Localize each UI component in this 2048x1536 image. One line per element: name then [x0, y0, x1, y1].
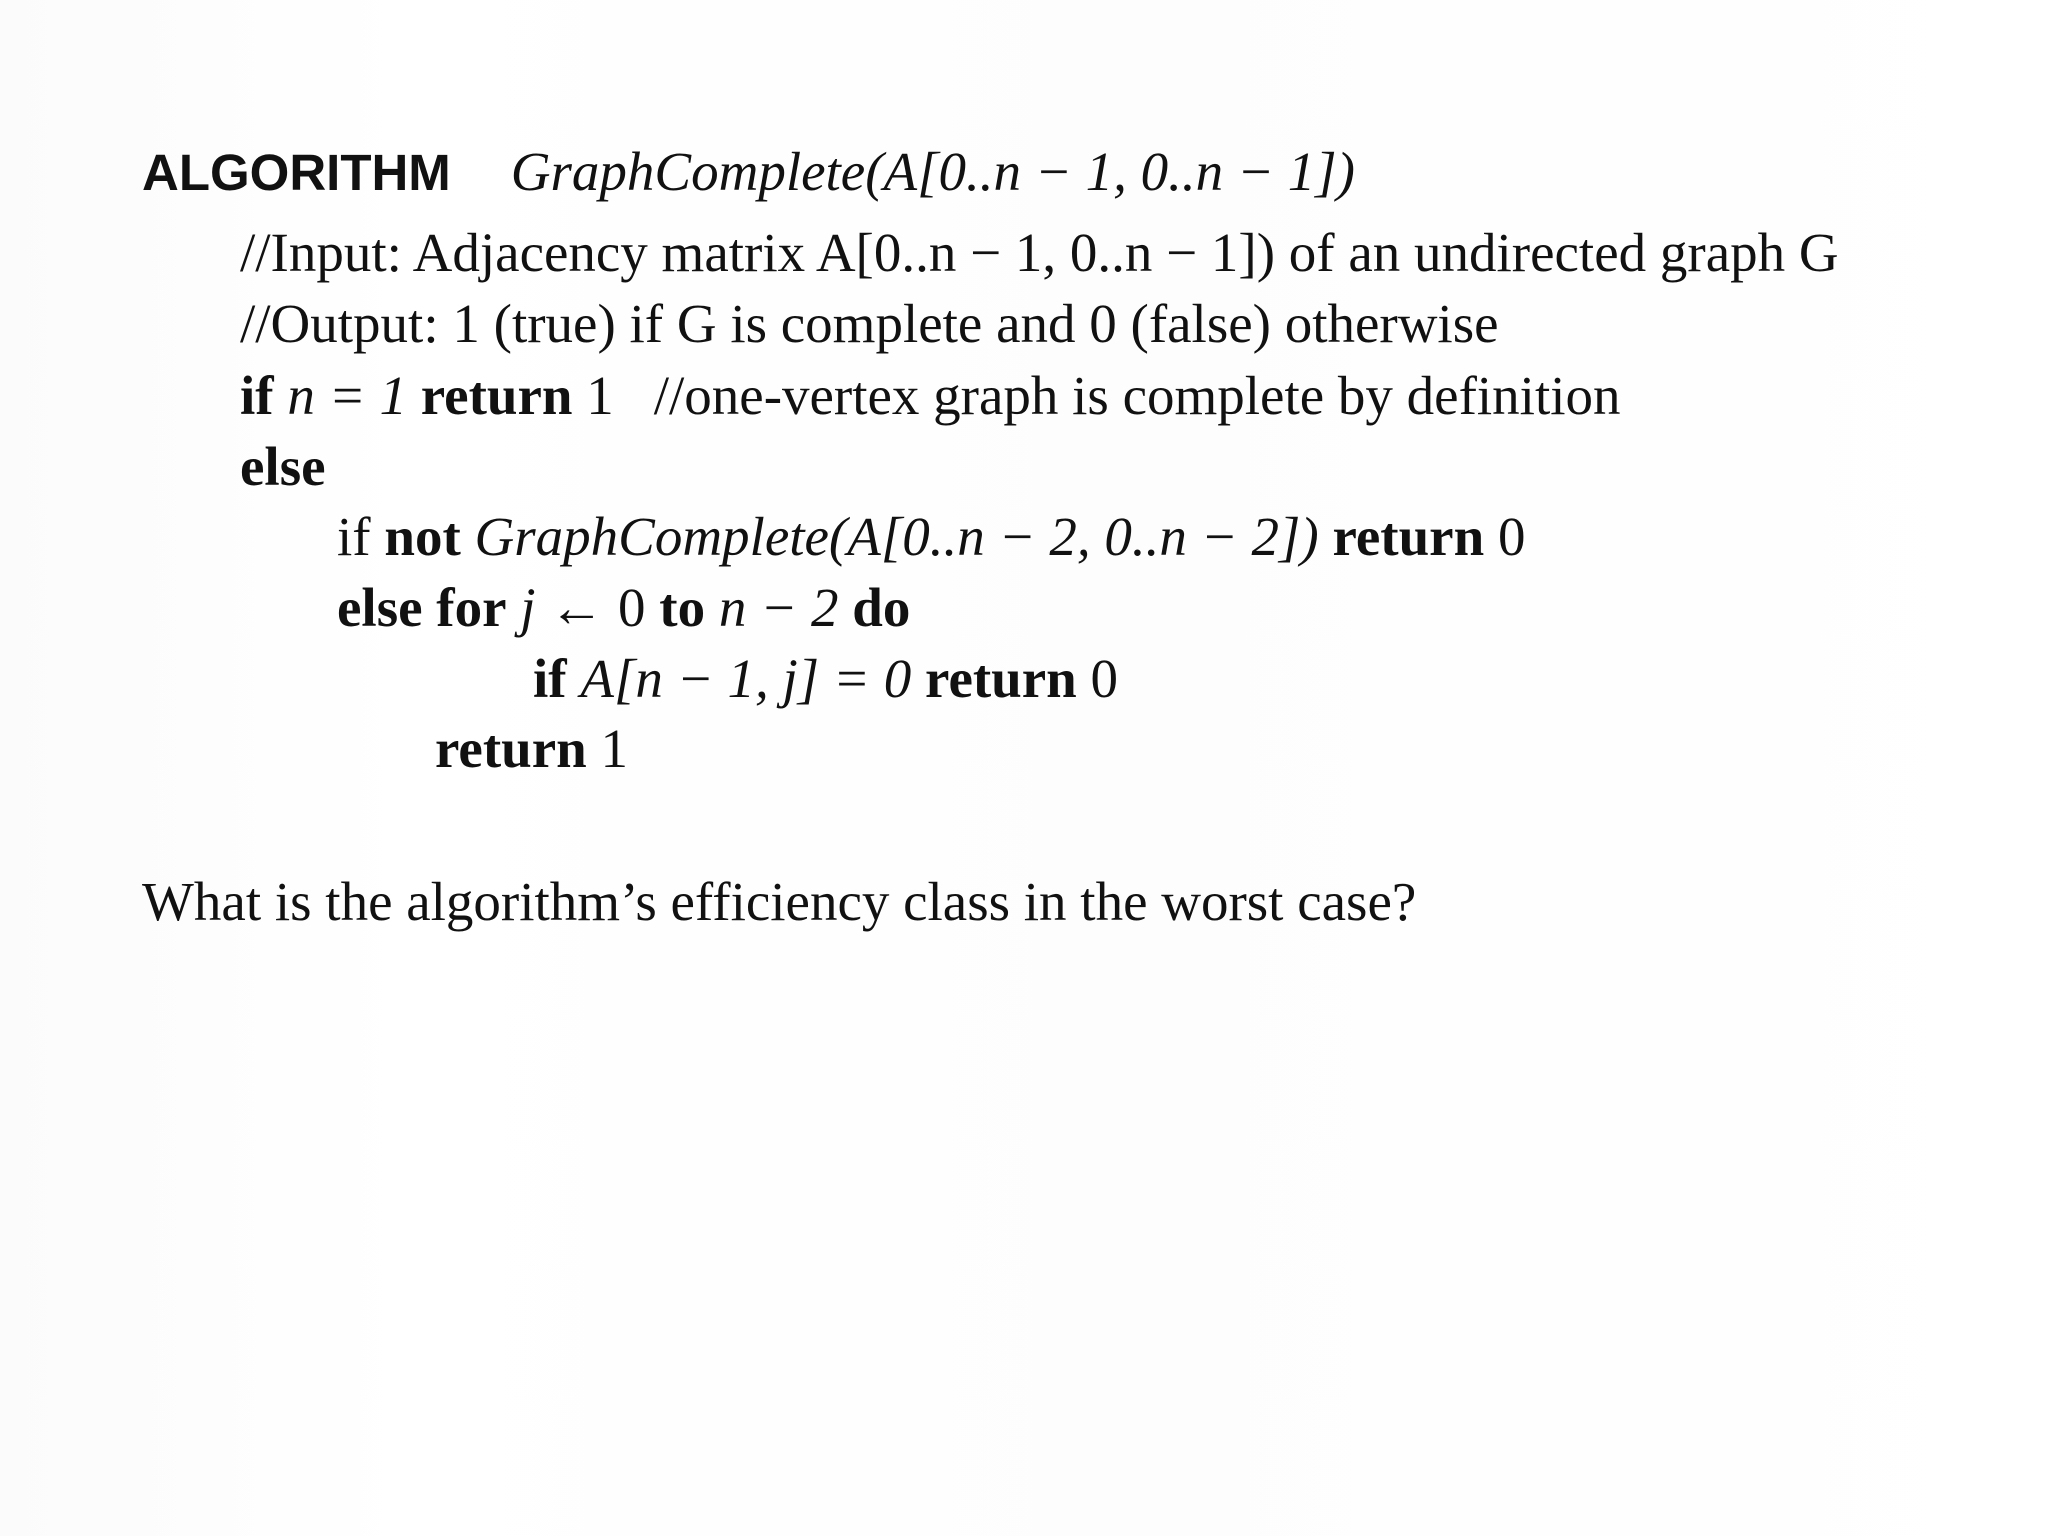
recursive-call: GraphComplete(A[0..n − 2, 0..n − 2])	[474, 506, 1319, 567]
algorithm-heading	[142, 140, 1355, 205]
to-keyword: to	[659, 577, 706, 638]
base-comment: //one-vertex graph is complete by definition	[653, 365, 1621, 426]
final-return-line	[435, 717, 628, 781]
return-keyword: return	[1332, 506, 1485, 567]
return-value: 1	[586, 365, 614, 426]
algorithm-signature: GraphComplete(A[0..n − 1, 0..n − 1])	[510, 141, 1355, 202]
return-value: 0	[1497, 506, 1526, 567]
if-keyword: if	[240, 365, 274, 426]
if-keyword: if	[533, 648, 567, 709]
question-text: What is the algorithm’s efficiency class in the worst case?	[142, 871, 1417, 932]
loop-bound: n − 2	[718, 577, 839, 638]
inner-condition: A[n − 1, j] = 0	[580, 648, 912, 709]
return-keyword: return	[420, 365, 573, 426]
if-keyword: if	[337, 506, 371, 567]
return-value: 0	[1090, 648, 1119, 709]
algorithm-keyword: ALGORITHM	[142, 144, 451, 201]
inner-check-line	[533, 647, 1118, 711]
return-keyword: return	[925, 648, 1077, 709]
loop-variable: j	[520, 577, 536, 638]
loop-start: ← 0	[549, 577, 646, 638]
input-comment: //Input: Adjacency matrix A[0..n − 1, 0..n − 1]) of an undirected graph G	[240, 222, 1839, 283]
not-keyword: not	[384, 506, 461, 567]
return-value: 1	[600, 718, 628, 779]
base-case-line	[240, 364, 1621, 428]
for-loop-line	[337, 576, 910, 640]
output-comment: //Output: 1 (true) if G is complete and 0 (false) otherwise	[240, 293, 1499, 354]
else-line: else	[240, 436, 326, 497]
base-condition: n = 1	[287, 365, 407, 426]
else-for-keyword: else for	[337, 577, 507, 638]
return-keyword: return	[435, 718, 587, 779]
recursive-check-line	[337, 505, 1525, 569]
do-keyword: do	[852, 577, 911, 638]
